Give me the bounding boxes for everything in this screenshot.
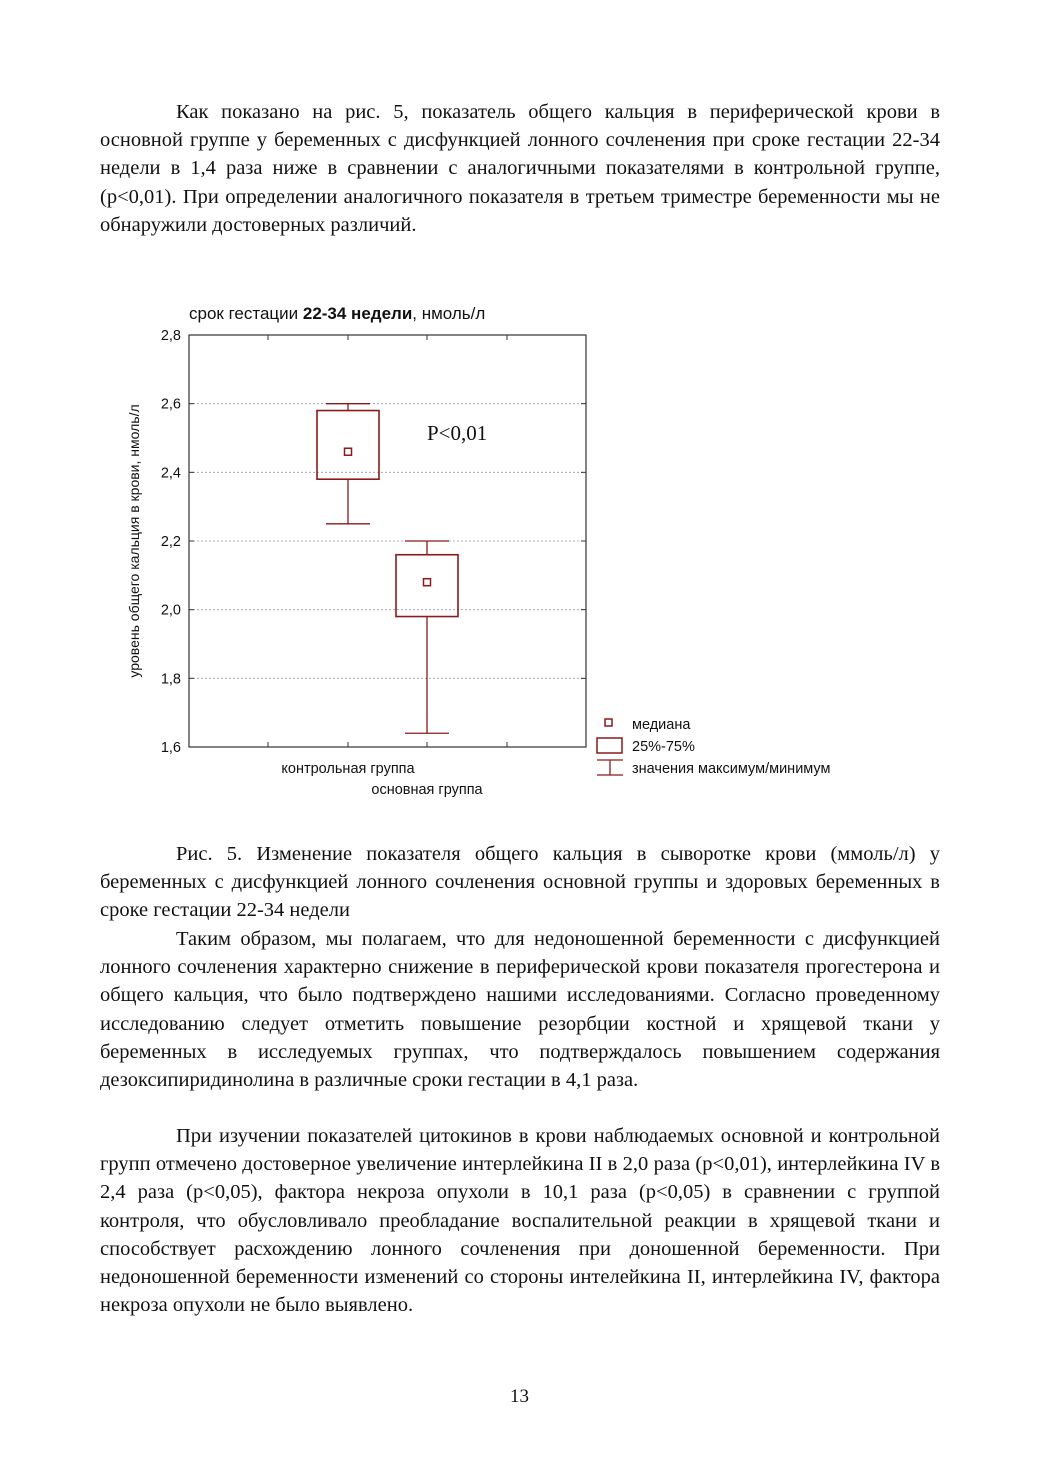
chart-legend xyxy=(597,717,830,777)
box-series xyxy=(317,404,458,734)
legend-median-symbol xyxy=(605,719,612,726)
x-axis-ticks xyxy=(268,335,507,747)
legend-box-label: 25%-75% xyxy=(632,739,695,755)
y-tick-label: 1,8 xyxy=(160,671,181,688)
legend-median-label: медиана xyxy=(632,717,691,733)
page-number: 13 xyxy=(510,1386,529,1407)
paragraph-cytokines: При изучении показателей цитокинов в крови наблюдаемых основной и контрольной групп отмечено достоверное увеличение интерлейкина II в 2,0 раза (p<0,01), интерлейкина IV в 2,4 раза (p<0,05), фактора некроза опухоли в 10,1 раза (p<0,05) в сравнении с группой контроля, что обусловливало преобладание воспалительной реакции в хрящевой ткани и способствует расхождению лонного сочленения при доношенной беременности. При недоношенной беременности изменений со стороны интелейкина II, интерлейкина IV, фактора некроза опухоли не было выявлено. xyxy=(100,1125,940,1317)
y-tick-label: 2,2 xyxy=(160,534,181,550)
chart-title-prefix: срок гестации xyxy=(189,304,303,323)
y-tick-label: 1,6 xyxy=(160,740,181,756)
y-tick-label: 2,4 xyxy=(160,465,181,482)
median-marker xyxy=(345,448,352,455)
box-group xyxy=(396,541,458,733)
paragraph-intro: Как показано на рис. 5, показатель общего кальция в периферической крови в основной группе у беременных с дисфункцией лонного сочленения при сроке гестации 22-34 недели в 1,4 раза ниже в сравнении с аналогичными показателями в контрольной группе, (р<0,01). При определении аналогичного показателя в третьем триместре беременности мы не обнаружили достоверных различий. xyxy=(100,101,940,236)
y-tick-label: 2,0 xyxy=(160,602,181,619)
y-axis-label: уровень общего кальция в крови, нмоль/л xyxy=(126,404,142,678)
y-tick-label: 2,6 xyxy=(160,396,181,413)
y-axis-ticks xyxy=(161,328,586,756)
median-marker xyxy=(424,579,431,586)
chart-grid xyxy=(189,404,586,679)
chart-title xyxy=(189,304,485,323)
p-value-annotation: P<0,01 xyxy=(427,421,488,445)
interquartile-box xyxy=(317,411,379,480)
x-tick-label-main: основная группа xyxy=(371,782,483,798)
y-tick-label: 2,8 xyxy=(160,328,181,344)
paragraph-conclusion: Таким образом, мы полагаем, что для недоношенной беременности с дисфункцией лонного сочленения характерно снижение в периферической крови показателя прогестерона и общего кальция, что было подтверждено нашими исследованиями. Согласно проведенному исследованию следует отметить повышение резорбции костной и хрящевой ткани у беременных в исследуемых группах, что подтверждалось повышением содержания дезоксипиридинолина в различные сроки гестации в 4,1 раза. xyxy=(100,928,940,1092)
legend-whisker-symbol xyxy=(597,760,623,775)
box-group xyxy=(317,404,379,524)
chart-title-bold: 22-34 недели xyxy=(302,304,413,323)
chart-title-suffix: , нмоль/л xyxy=(412,304,486,323)
figure-caption: Рис. 5. Изменение показателя общего кальция в сыворотке крови (ммоль/л) у беременных с дисфункцией лонного сочленения основной группы и здоровых беременных в сроке гестации 22-34 недели xyxy=(100,843,940,922)
x-tick-label-control: контрольная группа xyxy=(281,761,415,777)
legend-box-symbol xyxy=(597,738,622,753)
legend-whisker-label: значения максимум/минимум xyxy=(632,761,831,777)
